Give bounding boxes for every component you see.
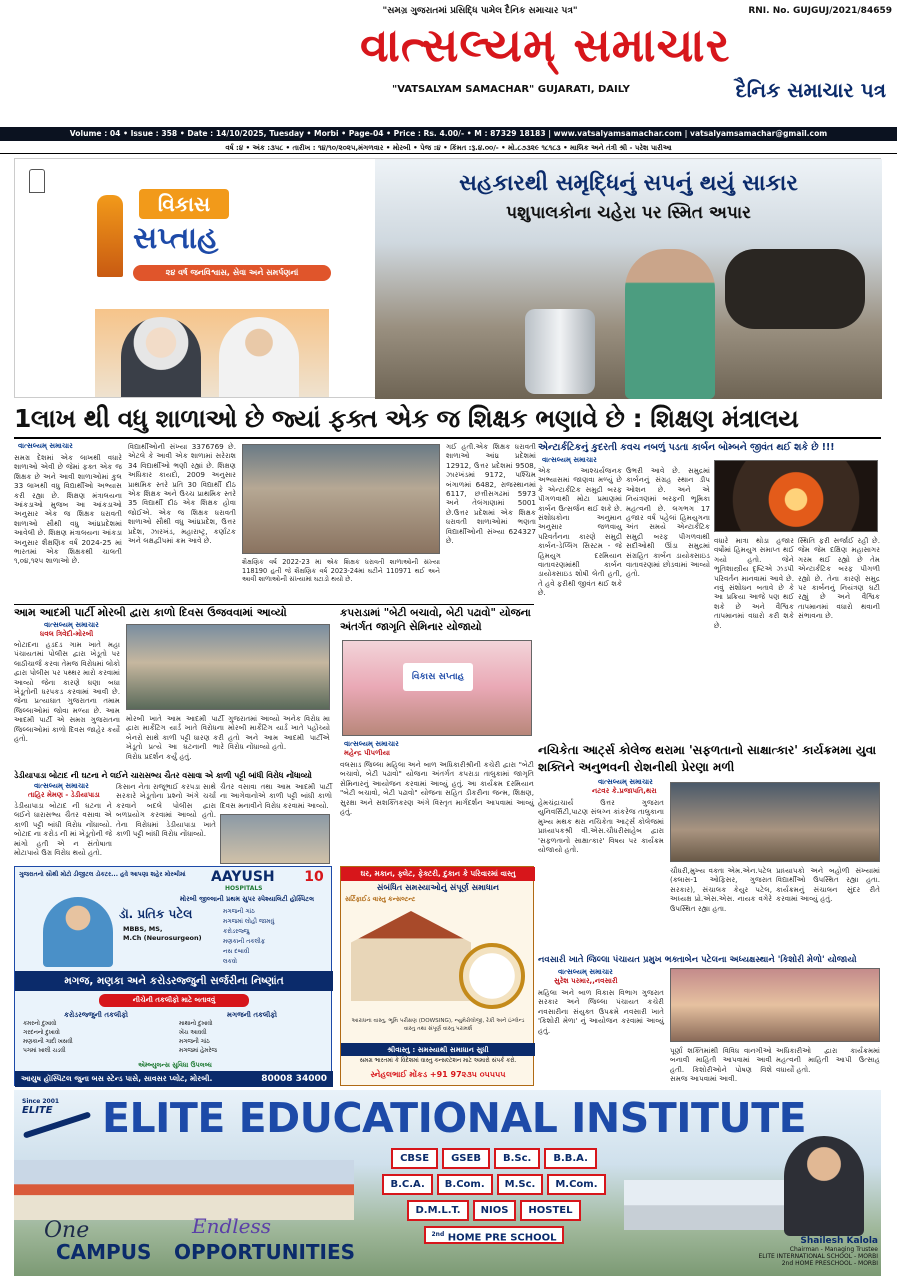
- dediyapada-headline: ડેડીયાપાડા બોટાદ ની ઘટના ને લઈને ચારાસભ્ય ચૈતર વસાવા એ કાળી પટ્ટી બાંધી વિરોધ નોંધાવ્યો: [14, 771, 312, 780]
- info-bar: [0, 127, 897, 141]
- aap-col2: મોરબી ખાતે આમ આદમી પાર્ટી દ્વારા માર્કેટિંગ યાર્ડ ખાતે વિરોધના બેનરો સાથે કાળી પટ્ટી ધારણ કરી ખેડૂતો પ્રત્યે આ ઘટનાની ભારે વિરોધ પ્રદર્શન કર્યું હતું.: [126, 714, 224, 761]
- lead-caption: શૈક્ષણિક વર્ષ 2022-23 માં એક શિક્ષક ધરાવતી શાળાઓની સંખ્યા 118190 હતી જે શૈક્ષણિક વર્ષ 2023-24માં ઘટીને 110971 થઈ અને આવી શાળાઓની સંખ્યામાં ઘટાડો થયો છે.: [242, 558, 440, 584]
- navsari-reporter: સુરેશ પરમાર,,નવસારી: [554, 977, 618, 985]
- course-chip: B.B.A.: [544, 1148, 597, 1169]
- courses-grid: [374, 1148, 614, 1248]
- hospital-subtitle: મોરબી જીલ્લાની પ્રથમ સુપર સ્પેશ્યાલિટી હોસ્પિટલ: [179, 895, 315, 903]
- dediyapada-col3: ચૈતર વસાવા તથા આમ આદમી પાર્ટી ના આગેવાનોએ કાળી પટ્ટી બાંધી કાળો દિવસ મનાવીને વિરોધ કરવામાં આવ્યો.: [220, 782, 332, 810]
- navsari-article: [538, 954, 881, 1086]
- nachiketa-reporter: નટવર કે.પ્રજાપતિ,થરા: [592, 787, 657, 795]
- person-name: Shailesh Kalola: [800, 1236, 878, 1246]
- info-bar-text: Volume : 04 • Issue : 358 • Date : 14/10/2025, Tuesday • Morbi • Page-04 • Price : Rs. 4.00/- • M : 87329 18183 | www.vatsalyamsamachar.com | vatsalyamsamachar@gmail.com: [69, 129, 828, 138]
- preschool-sup: 2nd: [431, 1231, 445, 1238]
- course-chip: NIOS: [473, 1200, 517, 1221]
- kaparada-photo-label: વિકાસ સપ્તાહ: [403, 663, 473, 691]
- lead-headline: 1લાખ થી વધુ શાળાઓ છે જ્યાં ફક્ત એક જ શિક્ષક ભણાવે છે : શિક્ષણ મંત્રાલય: [14, 404, 799, 433]
- info-bar-gujarati: વર્ષ :૪ • અંક :૩૫૮ • તારીખ : ૧૪/૧૦/૨૦૨૫,મંગળવાર • મોરબી • પેજ :૪ • કિંમત :રૂ.૪.૦૦/- • મો.૮૭૩૨૯ ૧૮૧૮૩ • માલિક અને તંત્રી શ્રી - પરેશ પારીઆ: [0, 142, 897, 154]
- kaparada-byline: વાત્સલ્યમ્ સમાચાર: [344, 740, 399, 748]
- antarctica-byline: વાત્સલ્યમ્ સમાચાર: [542, 456, 597, 464]
- hospital-brand: AAYUSH: [211, 869, 275, 885]
- classroom-photo: [242, 444, 440, 554]
- campus-buildings: [14, 1160, 354, 1220]
- lead-col3: ગઈ હતી.એક શિક્ષક ધરાવતી શાળાઓ આંધ્ર પ્રદેશમાં 12912, ઉત્તર પ્રદેશમાં 9508, ઝારખંડમાં 9172, પશ્ચિમ બંગાળમાં 6482, રાજસ્થાનમાં 6117, છત્તીસગઢમાં 5973 અને તેલંગાણામાં 5001 છે.ઉત્તર પ્રદેશમાં એક શિક્ષક ધરાવતી શાળાઓમાં ભણતા વિદ્યાર્થીઓની સંખ્યા 624327 છે.: [446, 442, 536, 546]
- vastu-title1: ઘર, મકાન, ફ્લેટ, ફેક્ટરી, દુકાન કે પરિવારમાં વાસ્તુ: [341, 867, 535, 881]
- course-chip: GSEB: [442, 1148, 490, 1169]
- doctor-name: ડૉ. પ્રતિક પટેલ: [119, 907, 193, 921]
- doctor-degree1: MBBS, MS,: [123, 925, 163, 933]
- dediyapada-photo: [220, 814, 330, 864]
- col1-item: પગમાં ખાલી ચડવી: [23, 1048, 66, 1054]
- elite-logo: [22, 1098, 102, 1144]
- aap-article: [14, 606, 332, 766]
- vastu-services: આરાધના વાસ્તુ, ભૂમિ પરીક્ષણ (DOWSING), ન્યુમેરોલોજી, રેકી અને ઇંગ્લેન્ડ વાસ્તુ તથા સંપૂર્ણ વાસ્તુ પરામર્શ: [351, 1018, 525, 1032]
- hospital-brand-sub: HOSPITALS: [225, 885, 263, 892]
- course-chip: M.Com.: [547, 1174, 605, 1195]
- person-title2: ELITE INTERNATIONAL SCHOOL - MORBI: [758, 1253, 878, 1260]
- antarctica-col2: ઉભરી આવે છે. સમુદ્રમાં કાર્બનનું સંગ્રહ સ્થાન ડીપ ઓશન છે. અને એ નિયંત્રણમાં બરફની ભૂમિકા મહત્વની છે. લગભગ 17 હજાર વર્ષ પહેલાં હિમયુગના અંત સમયે એન્ટાર્કટિક સમુદ્રી બરફ પીગળવાથી સદીઓથી ઊંડા સમુદ્રમાં સંગ્રહિત કાર્બન ડાયોક્સાઇડ વાતાવરણમાં છોડવામાં આવ્યો હતો.: [626, 466, 710, 579]
- elite-institute-ad: [14, 1090, 881, 1276]
- course-chip: B.Com.: [437, 1174, 493, 1195]
- vastu-name: શ્રીવાસ્તુ : સમસ્યાથી સમાધાન સુધી: [341, 1043, 535, 1056]
- masthead-tagline: "સમગ્ર ગુજરાતમાં પ્રસિદ્ધિ પામેલ દૈનિક સમાચાર પત્ર": [382, 6, 578, 16]
- vastu-consultant: સર્ટિફાઈડ વાસ્તુ કન્સલ્ટન્ટ: [345, 895, 416, 903]
- hospital-top-left: ગુજરાતનો સૌથી મોટો ડીજીટલ ડોકટર... હવે આપણા શહેર મોરબીમાં: [19, 871, 186, 878]
- course-chip: HOSTEL: [520, 1200, 580, 1221]
- script-one: One: [44, 1218, 90, 1243]
- dediyapada-body: ડેડીયાપાડા બોટાદ ની ઘટના ને લઈને ધારાસભ્ય ચૈતર વસાવા એ કાળી પટ્ટી બાંધી વિરોધ નોંધાવ્યો. બોટાદ ના કરોડ ની માં ખેડૂતોની જે માંગો હતી એ ન સંતોષાતા મોટાપાયે ઉગ્ર વિરોધ થયો હતો.: [14, 801, 112, 858]
- course-chip: M.Sc.: [497, 1174, 544, 1195]
- navsari-byline: વાત્સલ્યમ્ સમાચાર: [558, 968, 613, 976]
- banner-headline1: સહકારથી સમૃદ્ધિનું સપનું થયું સાકાર: [459, 171, 798, 196]
- antarctica-headline: એન્ટાર્કટિકનું કુદરતી કવચ નબળું પડતા કાર્બન બોમ્બને જીવંત થઈ શકે છે !!!: [538, 442, 835, 453]
- emblem-icon: [29, 169, 45, 193]
- navsari-col2: પૂર્ણા શક્તિમાંથી વિવિધ વાનગીઓ બનાવી માહિતી આપવામાં આવી હતી. કિશોરીઓને પોષણ વિશે સમજ આપવામાં આવી.: [670, 1046, 772, 1084]
- preschool-badge: [424, 1226, 564, 1244]
- daily-label: દૈનિક સમાચાર પત્ર: [735, 78, 886, 102]
- col2-item: મગજમાં હેમરેજ: [179, 1048, 217, 1054]
- col1-item: ગરદનનો દુખાવો: [23, 1030, 60, 1036]
- specialty-item: નસ દબાવી: [223, 948, 250, 955]
- nachiketa-photo: [670, 782, 880, 862]
- col2-item: મગજની ગાંઠ: [179, 1039, 210, 1045]
- vikas-subtitle: ૨૪ વર્ષ જનવિશ્વાસ, સેવા અને સમર્પણનાં: [133, 265, 331, 281]
- specialty-item: લકવો: [223, 958, 238, 965]
- preschool-label: HOME PRE SCHOOL: [447, 1232, 557, 1244]
- hospital-note: એમ્બ્યુલન્સ સુવિધા ઉપલબ્ધ: [138, 1061, 212, 1069]
- rni-number: RNI. No. GUJGUJ/2021/84659: [748, 6, 892, 16]
- kaparada-article: [340, 606, 534, 864]
- kaparada-reporter: મહેન્દ્ર પીપળીયા: [344, 749, 390, 757]
- lead-col2: વિદ્યાર્થીઓની સંખ્યા 3376769 છે. એટલે કે આવી એક શાળામાં સરેરાશ 34 વિદ્યાર્થીઓ ભણી રહ્યાં છે. શિક્ષણ અધિકાર કાયદો, 2009 અનુસાર પ્રાથમિક સ્તરે પ્રતિ 30 વિદ્યાર્થી દીઠ એક શિક્ષક અને ઉચ્ચ પ્રાથમિક સ્તરે 35 વિદ્યાર્થી દીઠ એક શિક્ષક હોવા જોઈએ. એક જ શિક્ષક ધરાવતી શાળાઓ સૌથી વધુ આંધ્રપ્રદેશ, ઉત્તર પ્રદેશ, ઝારખંડ, મહારાષ્ટ્ર, કર્ણાટક અને લક્ષદ્વીપમાં ક્રમ આવે છે.: [128, 442, 236, 546]
- aap-byline: વાત્સલ્યમ્ સમાચાર: [44, 621, 99, 629]
- course-row: [374, 1148, 614, 1169]
- school-building: [624, 1180, 794, 1230]
- aap-body: બોટાદના હડદડ ગામ ખાતે મહા પંચાયતમાં પોલીસ દ્વારા ખેડૂતો પર લાઠીચાર્જ કરવા તેમજ વિરોધમાં લોકો દ્વારા પોલીસ પર પથ્થર મારો કરવામાં આવ્યો જેના કારણે ઘણા બધા ખેડૂતોની ધરપકડ કરવામાં આવી છે. જેના પ્રત્યાઘાત ગુજરાતના તમામ જિલ્લાઓમાં જોવા મળ્યા છે. આમ આદમી પાર્ટી એ સમગ્ર ગુજરાતના જિલ્લાઓમાં કાળો દિવસ જાહેર કર્યો હતો.: [14, 640, 120, 744]
- course-chip: D.M.L.T.: [407, 1200, 468, 1221]
- hospital-col2: [179, 1011, 325, 1061]
- aap-col3: ગુજરાતમાં આવ્યો અનેક વિરોધ મા મોરબી માર્કેટિંગ યાર્ડ ખાતે પહોંચ્યો હતો અને આમ આદમી પાર્ટીએ વિરોધ નોંધાવ્યો હતો.: [228, 714, 330, 752]
- kaparada-headline: કપરાડામાં "બેટી બચાવો, બેટી પઢાવો" યોજના અંતર્ગત જાગૃતિ સેમિનાર યોજાયો: [340, 607, 531, 633]
- vastu-ad: [340, 866, 534, 1086]
- col2-item: માથાનો દુખાવો: [179, 1021, 213, 1027]
- dediyapada-reporter: તાહિર મેમણ - ડેડીયાપાડા: [28, 791, 100, 799]
- kaparada-seminar-photo: [342, 640, 532, 736]
- nachiketa-col3: પ્રાધ્યાપકો અને બહોળી સંખ્યામાં વિદ્યાર્થીઓ ઉપસ્થિત રહ્યા હતા. કાર્યક્રમનું સંચાલન સુંદર રીતે કરવામાં આવ્યું હતું.: [776, 866, 880, 904]
- house-illustration: [351, 911, 471, 1001]
- nachiketa-article: [538, 742, 881, 954]
- explosion-photo: [714, 460, 878, 532]
- col1-item: મણકાની ગાદી ખસવી: [23, 1039, 73, 1045]
- specialty-list: [223, 907, 329, 971]
- vastu-title2: સંબંધિત સમસ્યાઓનું સંપૂર્ણ સમાધાન: [376, 882, 500, 892]
- woman-figure: [625, 249, 715, 399]
- col2-item: ખેંચ આવવી: [179, 1030, 207, 1036]
- opportunities-text: OPPORTUNITIES: [174, 1240, 356, 1264]
- vikas-block: [91, 189, 331, 289]
- sardar-silhouette-icon: [97, 195, 123, 277]
- elite-since: Since 2001: [22, 1098, 60, 1105]
- person-info: [714, 1236, 878, 1274]
- nachiketa-col2: ચૌધરી,મુખ્ય વક્તા એમ.એન.પટેલ (ક્લાસ-1 ઓફિસર, ગુજરાત સરકાર), સંચાલક કેયુર પટેલ, અધ્યક્ષ પ્રો.એસ.એસ. નાયક વગેરે ઉપસ્થિત રહ્યા હતા.: [670, 866, 772, 913]
- english-name: "VATSALYAM SAMACHAR" GUJARATI, DAILY: [392, 84, 630, 95]
- specialty-item: મણકાની તકલીફ: [223, 938, 266, 945]
- nachiketa-byline: વાત્સલ્યમ્ સમાચાર: [598, 778, 653, 786]
- masthead: [0, 0, 897, 152]
- hospital-footer: આયુષ હૉસ્પિટલ જુના બસ સ્ટેન્ડ પાસે, સાવસર પ્લોટ, મોરબી.: [21, 1074, 213, 1083]
- avatar-right: [219, 317, 299, 397]
- navsari-col1: મહિલા અને બાળ વિકાસ વિભાગ ગુજરાત સરકાર અને જિલ્લા પંચાયત કચેરી નવસારીના સંયુક્ત ઉપક્રમે નવસારી ખાતે 'કિશોરી મેળા' નું આયોજન કરવામાં આવ્યું હતું.: [538, 988, 664, 1035]
- person-avatar: [784, 1136, 864, 1236]
- lead-divider: [14, 437, 881, 439]
- vikas-line2: સપ્તાહ: [133, 221, 219, 256]
- antarctica-col1: એક આશ્ચર્યજનક અભ્યાસમાં જાણવા મળ્યું છે કે એન્ટાર્કટિક સમુદ્રી બરફ પીગળવાથી મોટા પ્રમાણમાં કાર્બન ઉત્સર્જન થઈ શકે છે. સંશોધકોના અનુમાન અનુસાર જળવાયુ પરિવર્તનના કારણે સમુદ્રી કાર્બન-ડેપ્લિંગ સિસ્ટમ - જે હિમયુગ દરમિયાન વાતાવરણમાંથી કાર્બન ડાયોક્સાઇડ શોષી લેતી હતી, તે હવે ફરીથી જીવંત થઈ શકે છે.: [538, 466, 622, 598]
- aayush-hospital-ad: [14, 866, 332, 1086]
- course-chip: CBSE: [391, 1148, 438, 1169]
- navsari-photo: [670, 968, 880, 1042]
- aap-protest-photo: [126, 624, 330, 710]
- aap-headline: આમ આદમી પાર્ટી મોરબી દ્વારા કાળો દિવસ ઉજવવામાં આવ્યો: [14, 606, 287, 619]
- lead-col1: સમગ્ર દેશમાં એક લાખથી વધારે શાળાઓ એવી છે જેમાં ફક્ત એક જ શિક્ષક છે અને આવી શાળાઓમાં કુલ 33 લાખથી વધુ વિદ્યાર્થીઓ અભ્યાસ કરી રહ્યા છે. શિક્ષણ મંત્રાલયના આંકડાઓ મુજબ આ આંકડાઓ અનુસાર એક જ શિક્ષક ધરાવતી શાળાઓ સૌથી વધુ આંધ્રપ્રદેશમાં આવેલી છે. શિક્ષણ મંત્રાલયના આંકડા અનુસાર શૈક્ષણિક વર્ષ 2024-25 માં ભારતમાં એક શિક્ષકથી ચાલતી ૧,૦૪,૧૨૫ શાળાઓ છે.: [14, 453, 122, 566]
- col1-item: કમરનો દુખાવો: [23, 1021, 57, 1027]
- hospital-banner: મગજ, મણકા અને કરોડરજ્જુની સર્જરીના નિષ્ણાંત: [15, 971, 333, 991]
- dediyapada-byline: વાત્સલ્યમ્ સમાચાર: [34, 782, 89, 790]
- vikas-saptah-banner: [14, 158, 881, 398]
- avatar-left: [121, 317, 201, 397]
- compass-icon: [459, 943, 525, 1009]
- hospital-badge: 10: [304, 869, 324, 885]
- antarctica-article: [538, 442, 881, 630]
- course-row: [374, 1174, 614, 1195]
- antarctica-col4: સ્થિતિ ફરી સર્જાઈ રહી છે. જેમ જેમ દક્ષિણ મહાસાગર ગરમ થઈ રહ્યો છે તેમ એન્ટાર્કટિક બરફ પીગળી રહ્યો છે. તેના કારણે સમુદ્ર પર કાર્બનનું નિયંત્રણ ઘટી રહ્યું છે અને વૈશ્વિક તાપમાનમાં વધારો થવાની સંભાવના છે.: [798, 536, 880, 621]
- milk-can-icon: [525, 309, 595, 394]
- dediyapada-article: [14, 770, 332, 866]
- vastu-phone: સ્નેહલભાઈ મોંકડ +91 97૨૩૫ ૦૫૫૫૫: [370, 1070, 506, 1079]
- divider-mid-1: [14, 604, 534, 605]
- dairy-photo: [375, 159, 882, 399]
- hospital-phone: 80008 34000: [261, 1074, 327, 1084]
- campus-text: CAMPUS: [56, 1240, 152, 1264]
- elite-title: ELITE EDUCATIONAL INSTITUTE: [102, 1094, 807, 1142]
- banner-headline2: પશુપાલકોના ચહેરા પર સ્મિત અપાર: [506, 203, 751, 223]
- person-title1: Chairman - Managing Trustee: [789, 1246, 878, 1253]
- kaparada-body: વલસાડ જિલ્લા મહિલા અને બાળ અધિકારીશ્રીની કચેરી દ્વારા "બેટી બચાવો, બેટી પઢાવો" યોજના અંતર્ગત કપરાડા તાલુકામાં જાગૃતિ સેમિનારનું આયોજન કરવામાં આવ્યું હતું. આ કાર્યક્રમ દરમિયાન "બેટી બચાવો, બેટી પઢાવો" યોજના સહિત ડીકરીના જન્મ, શિક્ષણ, સુરક્ષા અને સશક્તિકરણ અંગે વિસ્તૃત માર્ગદર્શન આપવામાં આવ્યું હતું.: [340, 760, 534, 817]
- aap-reporter: ધવલ ત્રિવેદી-મોરબી: [40, 630, 94, 638]
- doctor-avatar: [43, 897, 113, 967]
- dediyapada-col2: કિસાન નેતા રાજૂભાઈ કરપડા સાથે સરકારે ખેડૂતોના પ્રશ્નો અંગે ચર્ચા કરવાને બદલે પોલીસ દ્વારા બળપ્રયોગ કરવામાં આવ્યો હતો. તેના વિરોધમાં ડેડીયાપાડા ખાતે કાળી પટ્ટી બાંધી વિરોધ નોંધાવ્યો.: [116, 782, 216, 839]
- specialty-item: મગજની ગાંઠ: [223, 908, 255, 915]
- lead-article: [14, 442, 534, 597]
- course-chip: B.C.A.: [382, 1174, 432, 1195]
- navsari-headline: નવસારી ખાતે જિલ્લા પંચાયત પ્રમુખ ભક્તાબેન પટેલના અધ્યક્ષસ્થાને 'કિશોરી મેળો' યોજાયો: [538, 955, 857, 965]
- script-endless: Endless: [192, 1214, 272, 1238]
- vikas-line1: વિકાસ: [139, 189, 229, 219]
- navsari-col3: અધિકારીઓ દ્વારા કાર્યક્રમમાં મહત્વની માહિતી આપી ઉત્સાહ વધાર્યો હતો.: [776, 1046, 880, 1074]
- course-row: [374, 1200, 614, 1221]
- course-chip: B.Sc.: [494, 1148, 540, 1169]
- hospital-footer-bar: [15, 1071, 333, 1087]
- cow-figure: [725, 249, 865, 329]
- col1-title: કરોડરજ્જુની તકલીફો: [63, 1011, 128, 1019]
- col2-title: મગજની તકલીફો: [227, 1011, 277, 1019]
- antarctica-col3: વધારે માત્રા થોડા હજાર વર્ષોમાં હિમયુગ સમાપ્ત થઈ ગયો હતો. જેને ભૂતિશાસ્ત્રીય દૃષ્ટિએ ઝડપી પરિવર્તન માનવામાં આવે છે. નવું સંશોધન બતાવે છે કે આ પ્રક્રિયા આજે પણ થઈ શકે છે અને વૈશ્વિક તાપમાનમાં વધારો કરી શકે છે.: [714, 536, 794, 630]
- elite-logo-text: ELITE: [22, 1105, 53, 1116]
- specialty-item: કરોડરજ્જુ: [223, 928, 250, 935]
- lead-byline: વાત્સલ્યમ્ સમાચાર: [18, 442, 73, 450]
- hospital-sub-banner: નીચેની તકલીફો માટે બતાવવું: [99, 994, 249, 1007]
- nachiketa-col1: હેમચંદ્રાચાર્ય ઉત્તર ગુજરાત યુનિવર્સિટી,પાટણ સંલગ્ન કાંકરેજ તાલુકાના મુખ્ય મથક થરા નચિકેતા આર્ટ્સ કોલેજમાં પ્રાધ્યાપકશ્રી વી.એસ.ચૌધરીસાહેબ દ્વારા 'સફળતાનો સાક્ષાત્કાર' વિષય પર કાર્યક્રમ યોજાયો હતો.: [538, 798, 664, 855]
- person-title3: 2nd HOME PRESCHOOL - MORBI: [781, 1260, 878, 1267]
- hospital-col1: [23, 1011, 169, 1061]
- nachiketa-headline: નચિકેતા આર્ટ્સ કોલેજ થરામા 'સફળતાનો સાક્ષાત્કાર' કાર્યક્રમમા યુવા શક્તિને અનુભવની રોશનીથી પ્રેરણા મળી: [538, 743, 877, 774]
- vastu-footer: સમગ્ર ભારતમાં કે વિદેશમાં વાસ્તુ કન્સલ્ટેશન માટે અમારો સંપર્ક કરો.: [359, 1058, 517, 1064]
- doctor-degree2: M.Ch (Neurosurgeon): [123, 934, 202, 942]
- newspaper-title: વાત્સલ્યમ્ સમાચાર: [360, 18, 731, 72]
- leaders-photo: [95, 309, 329, 397]
- specialty-item: મગજમાં લોહી જામવું: [223, 918, 275, 925]
